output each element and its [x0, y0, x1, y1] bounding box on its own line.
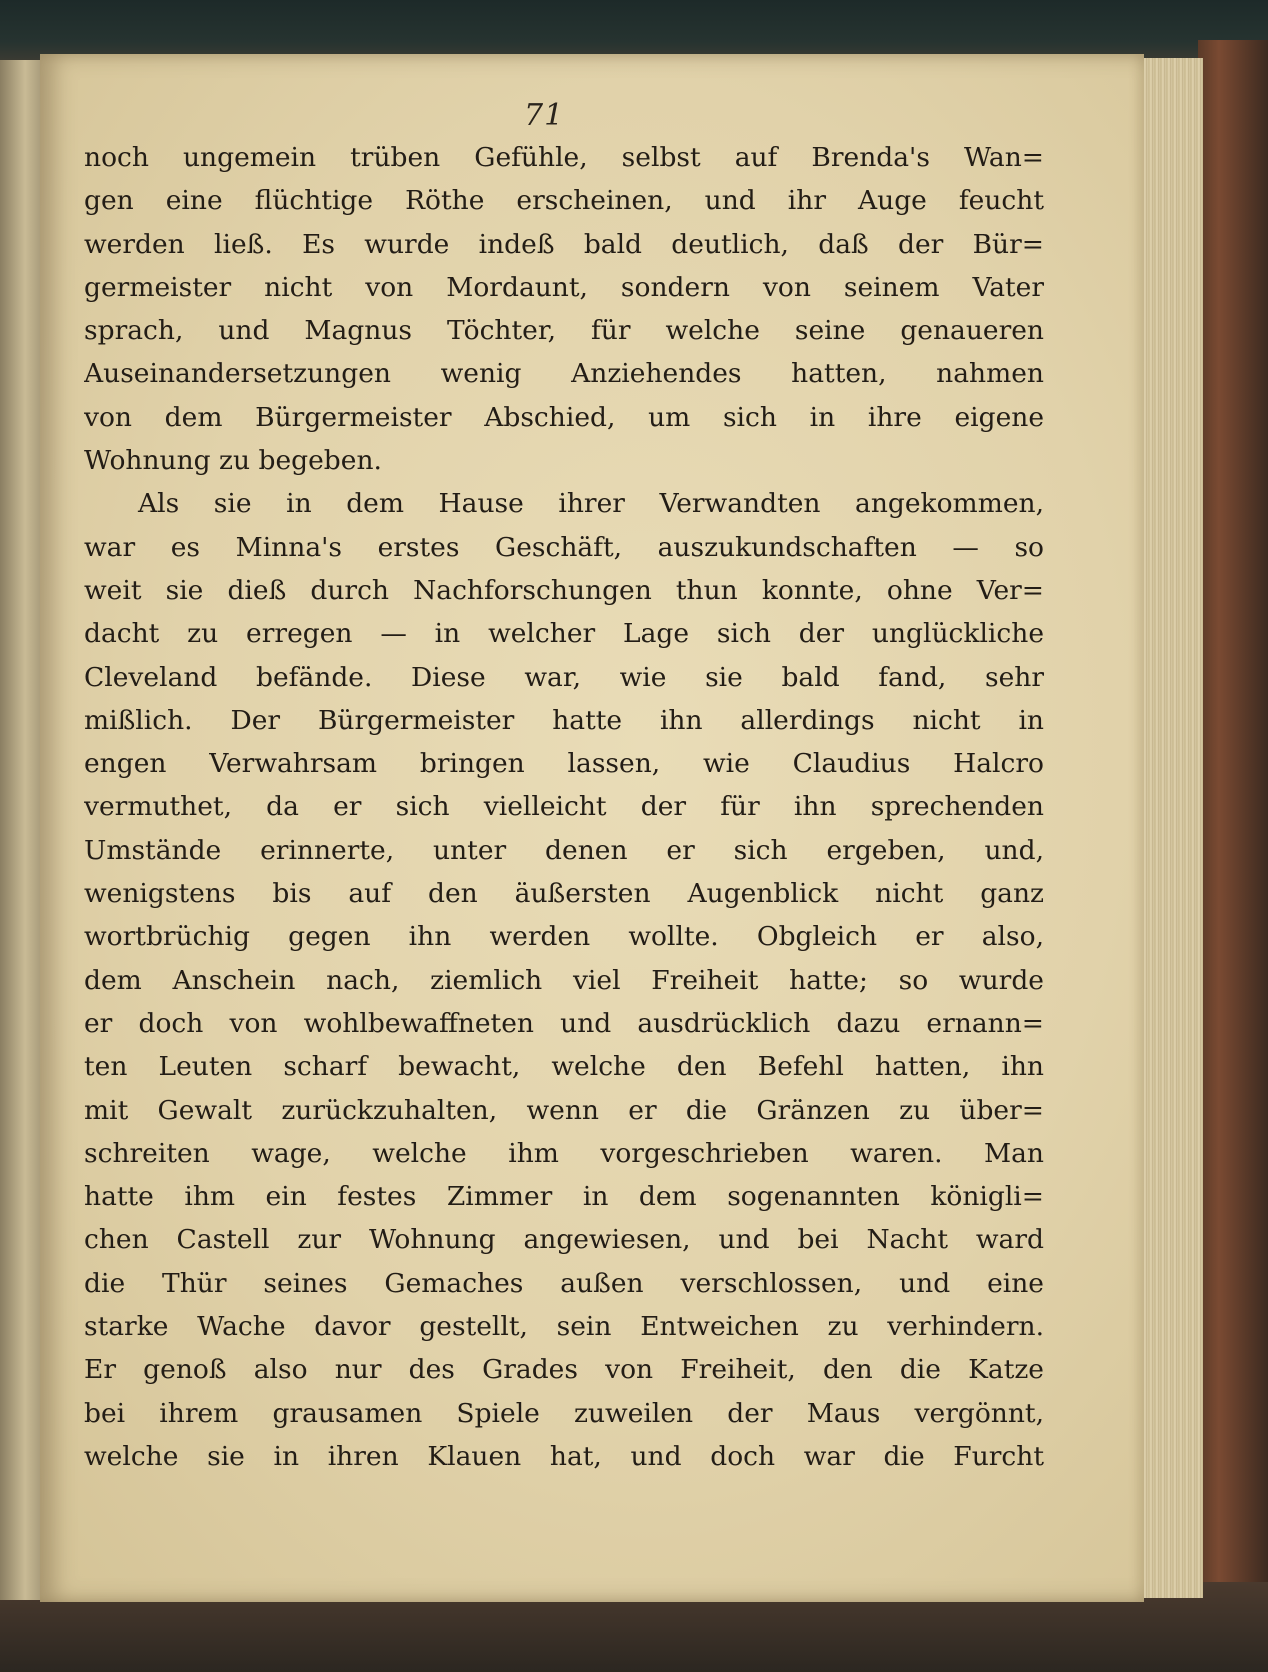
text-line: sprach, und Magnus Töchter, für welche seine genaueren — [84, 315, 1044, 347]
text-line: von dem Bürgermeister Abschied, um sich in ihre eigene — [84, 401, 1044, 433]
text-line: war es Minna's erstes Geschäft, auszukundschaften — so — [84, 531, 1044, 563]
text-line: ten Leuten scharf bewacht, welche den Befehl hatten, ihn — [84, 1051, 1044, 1083]
text-line: weit sie dieß durch Nachforschungen thun konnte, ohne Ver= — [84, 574, 1044, 606]
left-page-edge — [0, 60, 42, 1600]
text-line: germeister nicht von Mordaunt, sondern von seinem Vater — [84, 271, 1044, 303]
text-line: Cleveland befände. Diese war, wie sie bald fand, sehr — [84, 661, 1044, 693]
text-line: wortbrüchig gegen ihn werden wollte. Obgleich er also, — [84, 921, 1044, 953]
text-line: er doch von wohlbewaffneten und ausdrücklich dazu ernann= — [84, 1007, 1044, 1039]
text-line: starke Wache davor gestellt, sein Entweichen zu verhindern. — [84, 1311, 1044, 1343]
text-line: Er genoß also nur des Grades von Freiheit, den die Katze — [84, 1354, 1044, 1386]
text-line: die Thür seines Gemaches außen verschlossen, und eine — [84, 1267, 1044, 1299]
text-line: wenigstens bis auf den äußersten Augenblick nicht ganz — [84, 878, 1044, 910]
page-stack-edges — [1140, 58, 1203, 1598]
text-line: welche sie in ihren Klauen hat, und doch war die Furcht — [84, 1440, 1044, 1472]
text-line: dacht zu erregen — in welcher Lage sich der unglückliche — [84, 618, 1044, 650]
page-text — [84, 136, 1044, 1478]
text-line: Wohnung zu begeben. — [84, 445, 382, 477]
text-line: vermuthet, da er sich vielleicht der für ihn sprechenden — [84, 791, 1044, 823]
text-line: noch ungemein trüben Gefühle, selbst auf Brenda's Wan= — [84, 142, 1044, 173]
text-line: gen eine flüchtige Röthe erscheinen, und ihr Auge feucht — [84, 185, 1044, 217]
page-number: 71 — [524, 98, 565, 133]
text-line: bei ihrem grausamen Spiele zuweilen der Maus vergönnt, — [84, 1397, 1044, 1429]
text-line: mißlich. Der Bürgermeister hatte ihn allerdings nicht in — [84, 704, 1044, 736]
text-line: engen Verwahrsam bringen lassen, wie Claudius Halcro — [84, 748, 1044, 780]
text-line: Auseinandersetzungen wenig Anziehendes hatten, nahmen — [84, 358, 1044, 390]
text-line: chen Castell zur Wohnung angewiesen, und bei Nacht ward — [84, 1224, 1044, 1256]
book-cover-top — [0, 0, 1268, 60]
text-line: Umstände erinnerte, unter denen er sich ergeben, und, — [84, 834, 1044, 866]
text-line: werden ließ. Es wurde indeß bald deutlich, daß der Bür= — [84, 228, 1044, 260]
text-line: hatte ihm ein festes Zimmer in dem sogenannten königli= — [84, 1181, 1044, 1213]
book-cover-right — [1198, 40, 1268, 1672]
text-line: dem Anschein nach, ziemlich viel Freiheit hatte; so wurde — [84, 964, 1044, 996]
text-line: schreiten wage, welche ihm vorgeschrieben waren. Man — [84, 1137, 1044, 1169]
text-line: Als sie in dem Hause ihrer Verwandten angekommen, — [138, 488, 1044, 520]
text-line: mit Gewalt zurückzuhalten, wenn er die Gränzen zu über= — [84, 1094, 1044, 1126]
